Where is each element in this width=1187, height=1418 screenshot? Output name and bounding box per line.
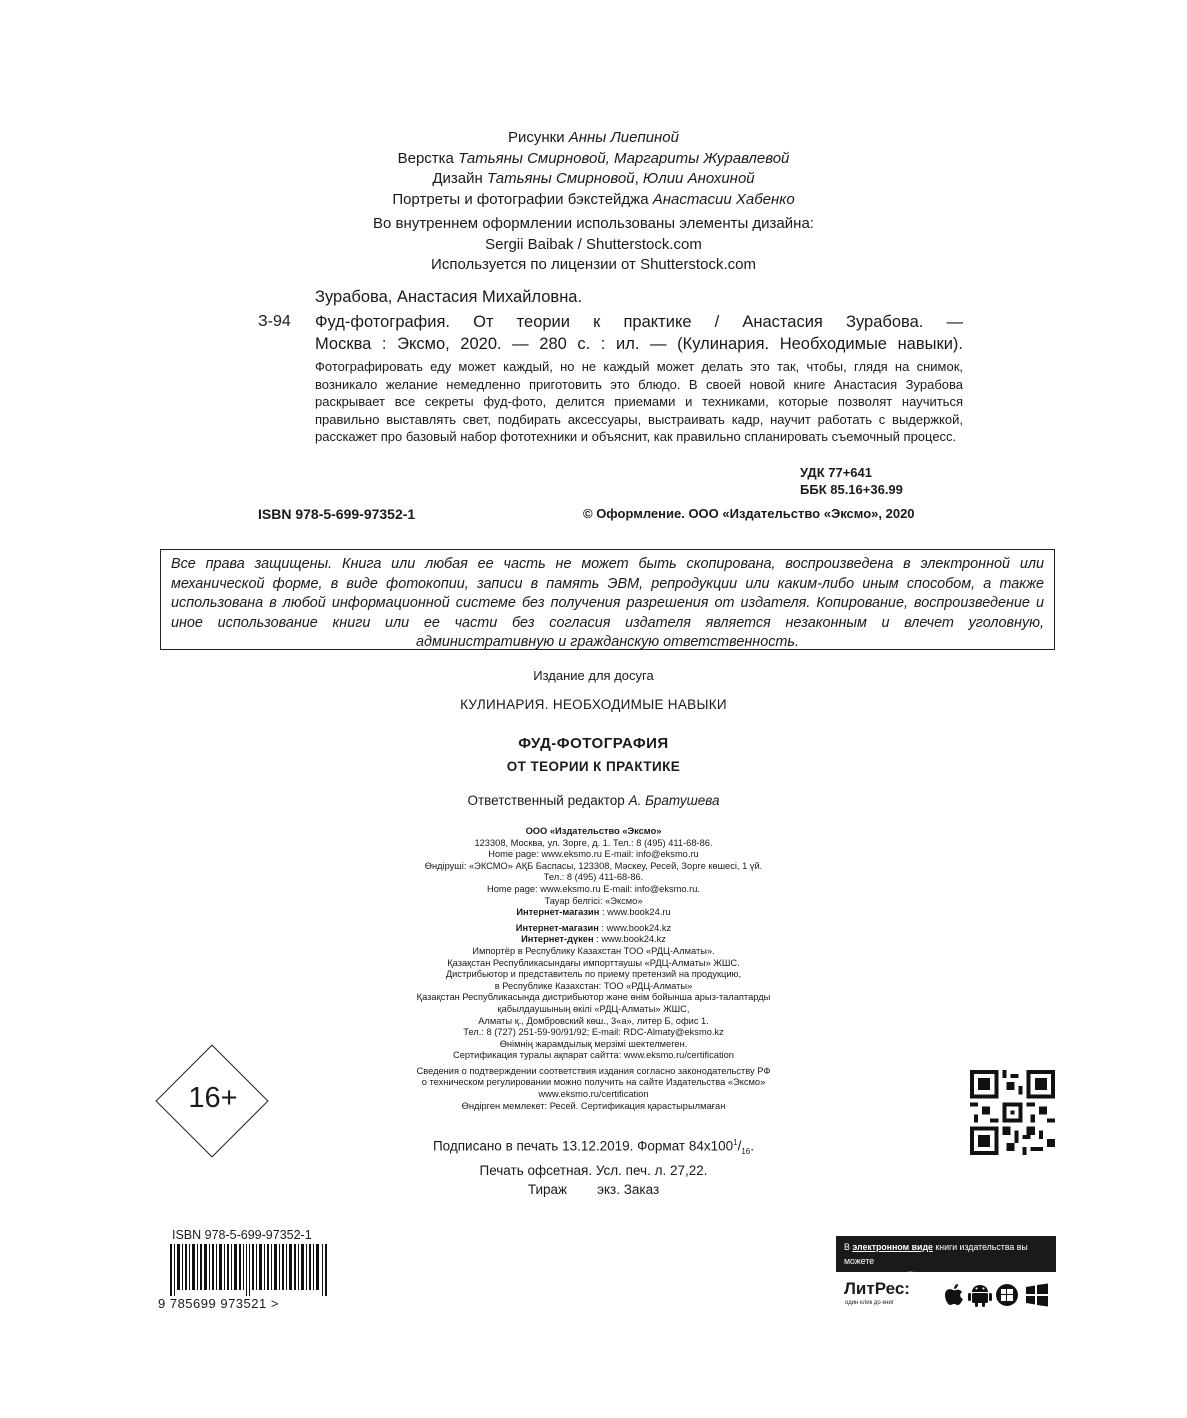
- importer-kz: Қазақстан Республикасындағы импорттаушы «РДЦ-Алматы» ЖШС.: [447, 957, 740, 968]
- barcode-isbn: ISBN 978-5-699-97352-1: [172, 1228, 312, 1242]
- publisher-name: ООО «Издательство «Эксмо»: [525, 826, 662, 836]
- print-line3: Тираж экз. Заказ: [527, 1182, 660, 1198]
- format-frac-den: 16: [741, 1147, 751, 1157]
- shop-kz-url: : www.book24.kz: [598, 922, 672, 933]
- design-name-2: Юлии Анохиной: [642, 170, 755, 187]
- conformity-3: www.eksmo.ru/certification: [538, 1089, 649, 1100]
- bbk-code: ББК 85.16+36.99: [800, 482, 903, 497]
- editor-name: А. Братушева: [628, 793, 720, 808]
- barcode-icon: [170, 1244, 330, 1296]
- litres-promo-line2: купить на: [844, 1270, 886, 1280]
- design-prefix: Дизайн: [432, 170, 483, 187]
- litres-promo: [836, 1236, 1056, 1280]
- design-elements-block: [0, 214, 1187, 276]
- distributor-kz: Қазақстан Республикасында дистрибьютор және өнім бойынша арыз-талаптарды: [416, 992, 771, 1003]
- publisher-kz-address: Өндіруші: «ЭКСМО» АҚБ Баспасы, 123308, Мәскеу, Ресей, Зорге көшесі, 1 үй.: [424, 860, 763, 871]
- portraits-prefix: Портреты и фотографии бэкстейджа: [392, 190, 649, 208]
- distributor-kz-2: қабылдаушының өкілі «РДЦ-Алматы» ЖШС,: [497, 1003, 690, 1014]
- editor-line: [0, 793, 1187, 808]
- rights-notice: Все права защищены. Книга или любая ее часть не может быть скопирована, воспроизведена в электронной или механической форме, в виде фотокопии, записи в память ЭВМ, репродукции или каким-либо иным способом, а также использована в любой информационной системе без получения разрешения от издателя. Копирование, воспроизведение и иное использование книги или ее части без согласия издателя является незаконным и влечет уголовную, административную и гражданскую ответственность.: [160, 549, 1055, 650]
- litres-promo-rest: книги издательства вы можете: [844, 1242, 1028, 1266]
- windows-phone-icon: [996, 1284, 1018, 1306]
- format-frac-sep: /: [737, 1138, 742, 1154]
- importer: Импортёр в Республику Казахстан ТОО «РДЦ-Алматы».: [472, 945, 715, 956]
- litres-tagline: один клик до книг: [845, 1300, 894, 1306]
- certification-kz: Сертификация туралы ақпарат сайтта: www.eksmo.ru/certification: [453, 1050, 734, 1061]
- shop-kz-label: Интернет-магазин: [515, 922, 599, 933]
- litres-site[interactable]: www.litres.ru: [885, 1270, 941, 1280]
- illustrations-name: Анны Лиепиной: [568, 129, 679, 146]
- shop-label: Интернет-магазин: [516, 907, 600, 918]
- platform-icons: [942, 1283, 1052, 1307]
- litres-logo: ЛитРес:: [844, 1279, 910, 1298]
- conformity-1: Сведения о подтверждении соответствия издания согласно законодательству РФ: [416, 1065, 771, 1076]
- editor-prefix: Ответственный редактор: [467, 793, 625, 808]
- design-elements-line3: Используется по лицензии от Shutterstock.com: [431, 256, 756, 273]
- bibliography-author: Зурабова, Анастасия Михайловна.: [315, 288, 583, 306]
- conformity-2: о техническом регулировании можно получить на сайте Издательства «Эксмо»: [421, 1077, 766, 1088]
- publisher-home: Home page: www.eksmo.ru E-mail: info@eksmo.ru: [488, 849, 699, 860]
- udk-code: УДК 77+641: [800, 465, 872, 480]
- edition-type: Издание для досуга: [533, 668, 654, 683]
- litres-promo-prefix: В: [844, 1242, 850, 1252]
- design-name: Татьяны Смирновой: [486, 170, 635, 187]
- book-title: ФУД-ФОТОГРАФИЯ: [518, 735, 669, 752]
- publisher-trademark: Тауар белгісі: «Эксмо»: [544, 895, 643, 906]
- litres-promo-link[interactable]: электронном виде: [852, 1242, 933, 1252]
- shop-kz2-url: : www.book24.kz: [593, 934, 666, 945]
- format-frac-end: .: [750, 1138, 755, 1154]
- isbn: ISBN 978-5-699-97352-1: [258, 506, 416, 522]
- apple-icon: [945, 1284, 963, 1305]
- book-subtitle: ОТ ТЕОРИИ К ПРАКТИКЕ: [506, 759, 681, 774]
- age-rating: 16+: [188, 1082, 238, 1114]
- publisher-address: 123308, Москва, ул. Зорге, д. 1. Тел.: 8 (495) 411-68-86.: [474, 837, 713, 848]
- almaty-address: Алматы қ., Домбровский көш., 3«а», литер Б, офис 1.: [478, 1015, 709, 1026]
- author-code: З-94: [258, 313, 291, 330]
- almaty-tel: Тел.: 8 (727) 251-59-90/91/92; E-mail: RDC-Almaty@eksmo.kz: [463, 1027, 724, 1038]
- distributor: Дистрибьютор и представитель по приему претензий на продукцию,: [445, 969, 742, 980]
- qr-code-icon: [970, 1070, 1055, 1155]
- windows-icon: [1026, 1284, 1048, 1307]
- signed-line: Подписано в печать 13.12.2019. Формат 84x100: [432, 1138, 734, 1154]
- design-elements-line2: Sergii Baibak / Shutterstock.com: [485, 235, 702, 253]
- barcode-digits: 9 785699 973521 >: [158, 1296, 279, 1311]
- copyright: © Оформление. ООО «Издательство «Эксмо», 2020: [583, 506, 915, 521]
- design-elements-line1: Во внутреннем оформлении использованы элементы дизайна:: [373, 215, 814, 232]
- format-frac-num: 1: [733, 1138, 738, 1147]
- design-name-separator: ,: [634, 170, 639, 187]
- expiry-note: Өнімнің жарамдылық мерзімі шектелмеген.: [499, 1038, 688, 1049]
- layout-prefix: Верстка: [397, 149, 454, 167]
- illustrations-prefix: Рисунки: [507, 129, 565, 146]
- distributor-2: в Республике Казахстан: ТОО «РДЦ-Алматы»: [494, 980, 693, 991]
- credits-block: [0, 128, 1187, 210]
- publisher-kz-tel: Тел.: 8 (495) 411-68-86.: [543, 872, 644, 883]
- portraits-name: Анастасии Хабенко: [652, 190, 795, 208]
- print-line2: Печать офсетная. Усл. печ. л. 27,22.: [479, 1163, 708, 1179]
- layout-name: Татьяны Смирновой, Маргариты Журавлевой: [458, 149, 790, 167]
- bibliography-line1: Фуд-фотография. От теории к практике / Анастасия Зурабова. —: [315, 313, 963, 331]
- series-name: КУЛИНАРИЯ. НЕОБХОДИМЫЕ НАВЫКИ: [460, 697, 727, 712]
- publisher-kz-home: Home page: www.eksmo.ru E-mail: info@eksmo.ru.: [486, 883, 700, 894]
- country-note: Өндірген мемлекет: Ресей. Сертификация қарастырылмаған: [461, 1100, 726, 1111]
- android-icon: [968, 1285, 992, 1307]
- bibliography-line2: Москва : Эксмо, 2020. — 280 с. : ил. — (Кулинария. Необходимые навыки).: [315, 335, 963, 353]
- annotation: Фотографировать еду может каждый, но не каждый может делать это так, чтобы, глядя на снимок, возникало желание немедленно приготовить это блюдо. В своей новой книге Анастасия Зурабова раскрывает все секреты фуд-фото, делится приемами и техниками, которые позволят научиться правильно выставлять свет, подбирать аксессуары, выстраивать кадр, научит работать с выдержкой, расскажет про базовый набор фототехники и объяснит, как правильно спланировать съемочный процесс.: [315, 359, 963, 444]
- classification-codes: [800, 464, 963, 498]
- shop-url: : www.book24.ru: [599, 907, 671, 918]
- shop-kz2-label: Интернет-дүкен: [521, 934, 594, 945]
